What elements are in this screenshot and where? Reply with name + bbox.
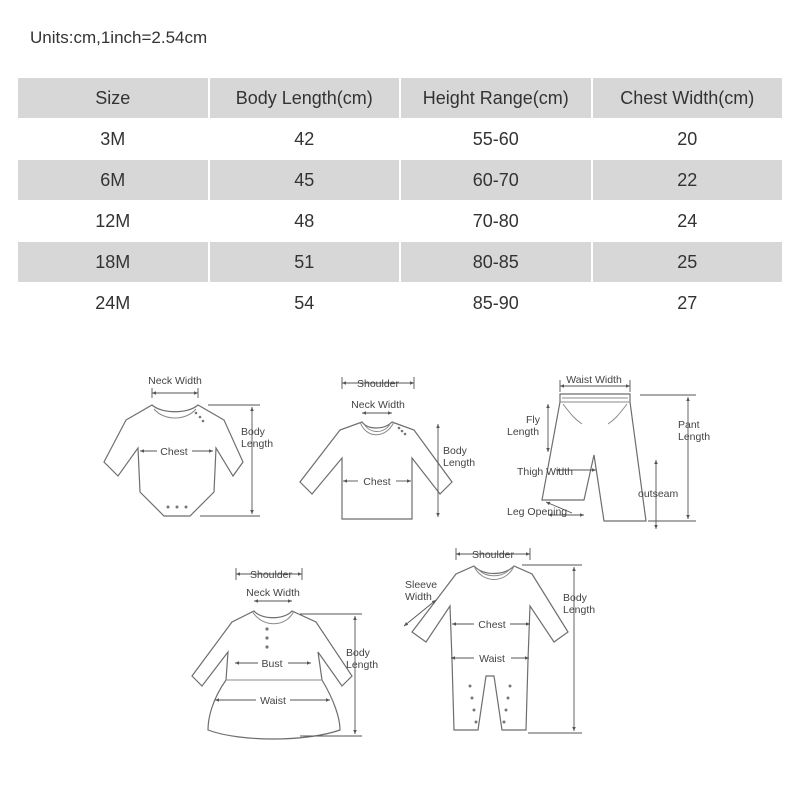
label-chest: Chest xyxy=(363,476,391,488)
cell-height-range: 80-85 xyxy=(400,242,592,283)
cell-chest-width: 24 xyxy=(592,201,784,242)
label-length: Length xyxy=(563,604,596,616)
header-size: Size xyxy=(17,78,209,119)
label-neck-width: Neck Width xyxy=(246,587,300,599)
label-chest: Chest xyxy=(160,446,188,458)
label-waist: Waist xyxy=(479,653,505,665)
cell-size: 6M xyxy=(17,160,209,201)
label-pant: Pant xyxy=(678,419,700,431)
cell-size: 18M xyxy=(17,242,209,283)
bodysuit-diagram xyxy=(104,375,273,516)
table-row xyxy=(17,119,783,160)
cell-body-length: 54 xyxy=(209,283,401,324)
pants-diagram xyxy=(507,374,710,529)
measurement-diagrams xyxy=(0,360,800,760)
cell-chest-width: 27 xyxy=(592,283,784,324)
units-note: Units:cm,1inch=2.54cm xyxy=(30,28,208,47)
cell-height-range: 55-60 xyxy=(400,119,592,160)
label-bust: Bust xyxy=(261,658,283,670)
label-shoulder: Shoulder xyxy=(249,569,293,581)
label-outseam: outseam xyxy=(638,488,679,500)
cell-height-range: 85-90 xyxy=(400,283,592,324)
cell-body-length: 45 xyxy=(209,160,401,201)
label-body: Body xyxy=(563,592,587,604)
label-sleeve: Sleeve xyxy=(405,579,438,591)
romper-diagram xyxy=(404,548,595,733)
cell-size: 24M xyxy=(17,283,209,324)
label-neck-width: Neck Width xyxy=(148,375,202,387)
label-width: Width xyxy=(405,591,432,603)
cell-chest-width: 20 xyxy=(592,119,784,160)
cell-body-length: 51 xyxy=(209,242,401,283)
label-shoulder: Shoulder xyxy=(471,549,515,561)
size-table xyxy=(16,78,784,324)
label-thigh-width: Thigh Width xyxy=(517,466,574,478)
cell-chest-width: 22 xyxy=(592,160,784,201)
label-waist: Waist xyxy=(260,695,286,707)
cell-size: 12M xyxy=(17,201,209,242)
header-body-length: Body Length(cm) xyxy=(209,78,401,119)
label-shoulder: Shoulder xyxy=(356,378,400,390)
label-length: Length xyxy=(443,457,476,469)
table-row xyxy=(17,242,783,283)
cell-body-length: 48 xyxy=(209,201,401,242)
shirt-diagram xyxy=(300,377,475,519)
cell-height-range: 60-70 xyxy=(400,160,592,201)
label-length: Length xyxy=(678,431,711,443)
cell-size: 3M xyxy=(17,119,209,160)
label-chest: Chest xyxy=(478,619,506,631)
label-body: Body xyxy=(241,426,265,438)
cell-body-length: 42 xyxy=(209,119,401,160)
label-neck-width: Neck Width xyxy=(351,399,405,411)
table-row xyxy=(17,160,783,201)
cell-chest-width: 25 xyxy=(592,242,784,283)
label-length: Length xyxy=(241,438,274,450)
label-length: Length xyxy=(346,659,379,671)
label-body: Body xyxy=(346,647,370,659)
label-fly: Fly xyxy=(526,414,540,426)
label-body: Body xyxy=(443,445,467,457)
label-leg-opening: Leg Opening xyxy=(507,506,568,518)
cell-height-range: 70-80 xyxy=(400,201,592,242)
table-row xyxy=(17,201,783,242)
table-row xyxy=(17,283,783,324)
table-header-row xyxy=(17,78,783,119)
label-length: Length xyxy=(507,426,540,438)
label-waist-width: Waist Width xyxy=(566,374,622,386)
header-chest-width: Chest Width(cm) xyxy=(592,78,784,119)
dress-diagram xyxy=(192,568,378,739)
header-height-range: Height Range(cm) xyxy=(400,78,592,119)
